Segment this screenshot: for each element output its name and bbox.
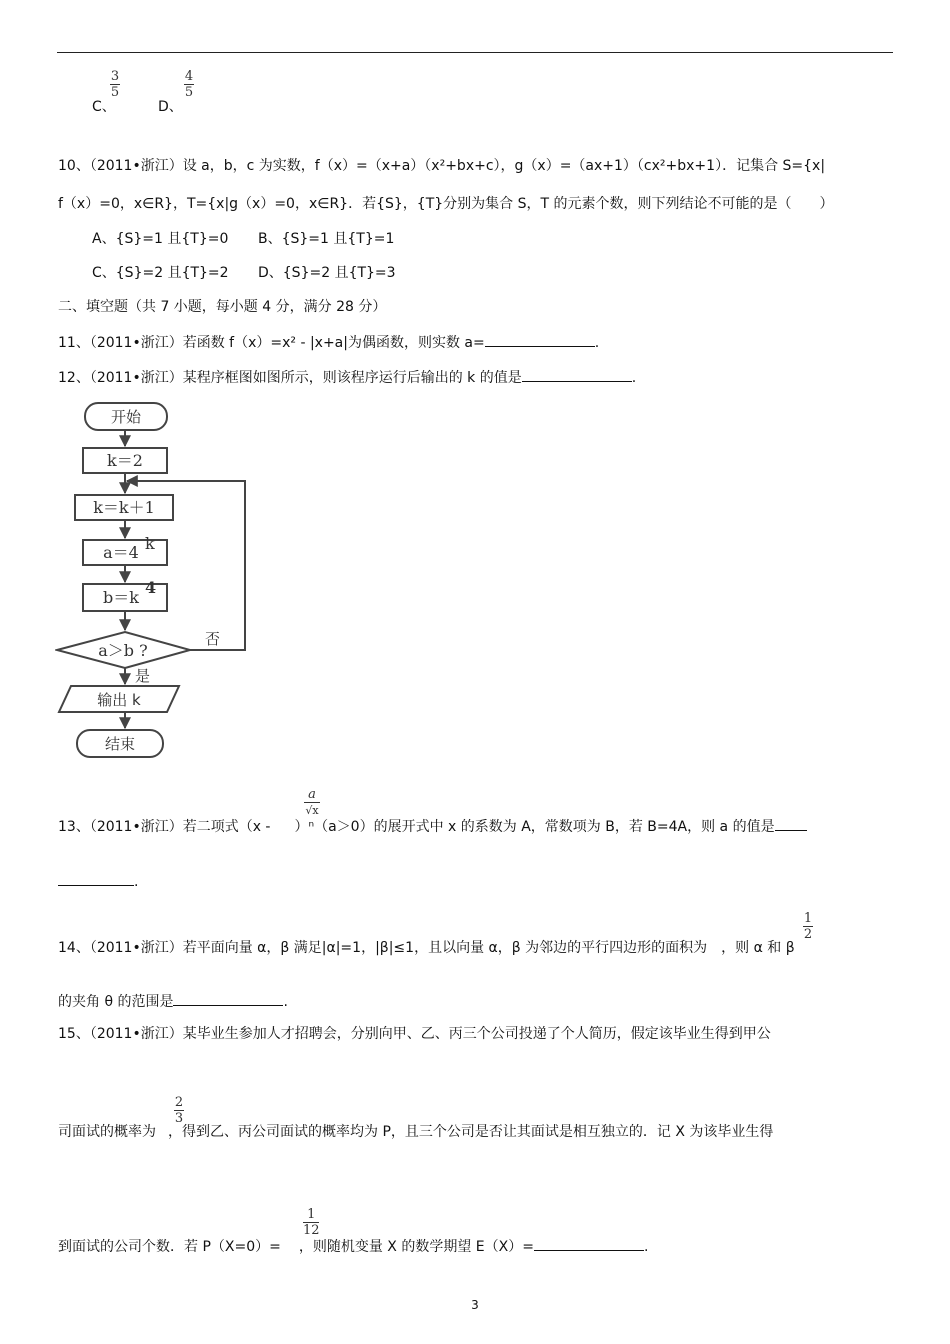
q15-line3: 到面试的公司个数．若 P（X=0）= ，则随机变量 X 的数学期望 E（X）= . (58, 1236, 648, 1256)
q14-line2: 的夹角 θ 的范围是 . (58, 991, 288, 1011)
answer-blank[interactable] (522, 367, 632, 382)
q13-fraction: $\frac{a}{√x}$ (305, 787, 319, 817)
q15-line2: 司面试的概率为 ，得到乙、丙公司面试的概率均为 P，且三个公司是否让其面试是相互独立的．记 X 为该毕业生得 (58, 1124, 774, 1140)
flow-output-label: 输出 k (97, 691, 141, 709)
q10-option-b: B、{S}=1 且{T}=1 (258, 231, 395, 247)
page-number: 3 (471, 1298, 479, 1312)
q11: 11、（2011•浙江）若函数 f（x）=x² - |x+a|为偶函数，则实数 a= . (58, 332, 599, 352)
q10-option-d: D、{S}=2 且{T}=3 (258, 265, 396, 281)
flow-step2-label: a＝4 (103, 543, 139, 562)
q10-option-c: C、{S}=2 且{T}=2 (92, 265, 229, 281)
section-heading: 二、填空题（共 7 小题，每小题 4 分，满分 28 分） (58, 299, 387, 315)
q10-line1: 10、（2011•浙江）设 a，b，c 为实数，f（x）=（x+a）（x²+bx+c），g（x）=（ax+1）（cx²+bx+1）．记集合 S={x| (58, 158, 826, 174)
q15-line1: 15、（2011•浙江）某毕业生参加人才招聘会，分别向甲、乙、丙三个公司投递了个人简历，假定该毕业生得到甲公 (58, 1026, 771, 1042)
answer-blank[interactable] (173, 991, 283, 1006)
flowchart (55, 398, 255, 763)
option-label: D、 (158, 99, 183, 115)
flow-init-label: k＝2 (107, 451, 143, 470)
q9-option-c (92, 98, 116, 116)
answer-blank[interactable] (485, 332, 595, 347)
flow-step3-exponent: 4 (145, 578, 157, 597)
q9-option-c-fraction: $\frac{3}{5}$ (110, 69, 120, 100)
q15-fraction-1: $\frac{2}{3}$ (174, 1095, 184, 1126)
flow-yes-label: 是 (135, 667, 151, 685)
q13-line1: 13、（2011•浙江）若二项式（x - ）ⁿ（a＞0）的展开式中 x 的系数为 A，常数项为 B，若 B=4A，则 a 的值是 (58, 816, 807, 836)
answer-blank[interactable] (775, 816, 807, 831)
flow-step2-exponent: k (145, 534, 155, 553)
q10-line2: f（x）=0，x∈R}，T={x|g（x）=0，x∈R}．若{S}，{T}分别为集合 S，T 的元素个数，则下列结论不可能的是（ ） (58, 196, 834, 212)
q12: 12、（2011•浙江）某程序框图如图所示，则该程序运行后输出的 k 的值是 . (58, 367, 636, 387)
flow-step1-label: k＝k＋1 (93, 498, 155, 517)
header-rule (57, 52, 893, 53)
q13-line2: . (58, 871, 138, 891)
flow-start-label: 开始 (110, 408, 142, 426)
flow-condition-label: a＞b ? (98, 641, 148, 660)
q9-option-d-fraction: $\frac{4}{5}$ (184, 69, 194, 100)
q14-fraction: $\frac{1}{2}$ (803, 911, 813, 942)
q10-option-a: A、{S}=1 且{T}=0 (92, 231, 229, 247)
flow-step3-label: b＝k (103, 588, 139, 607)
flow-end-label: 结束 (104, 735, 136, 753)
answer-blank[interactable] (534, 1236, 644, 1251)
option-label: C、 (92, 99, 116, 115)
q9-option-d (158, 98, 183, 116)
q14-line1: 14、（2011•浙江）若平面向量 α，β 满足|α|=1，|β|≤1，且以向量 α，β 为邻边的平行四边形的面积为 ，则 α 和 β (58, 940, 795, 956)
q15-fraction-2: $\frac{1}{12}$ (303, 1207, 320, 1238)
flow-no-label: 否 (205, 630, 221, 648)
answer-blank-continued[interactable] (58, 871, 134, 886)
